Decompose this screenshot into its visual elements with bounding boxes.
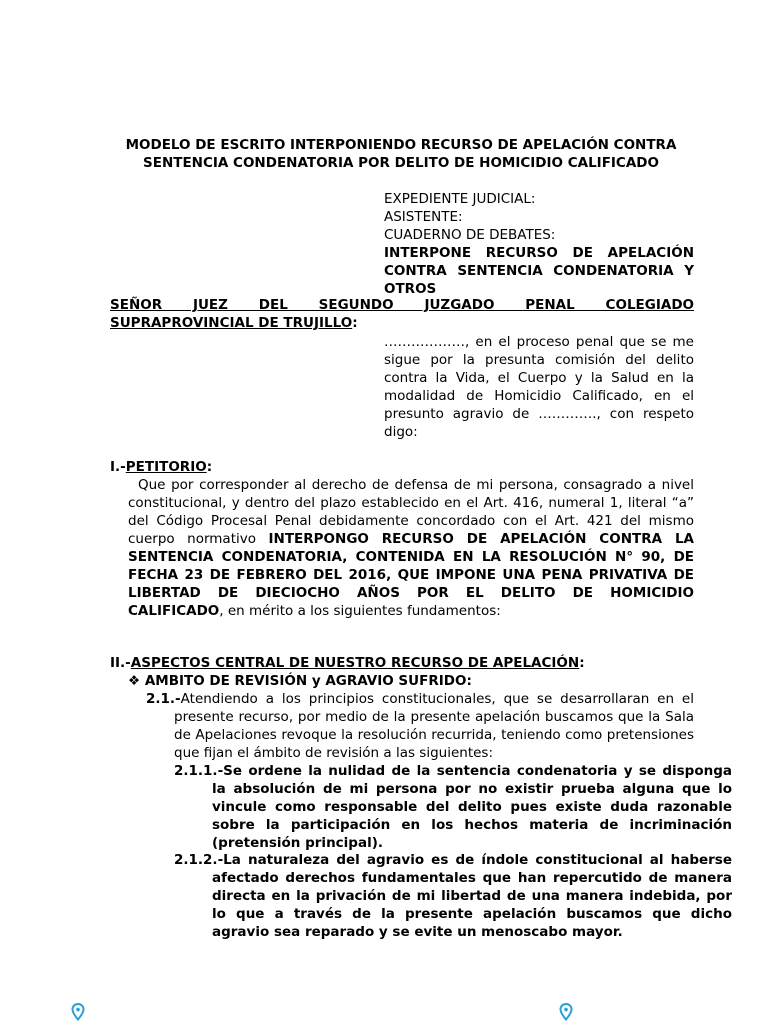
- section-2-colon: :: [579, 655, 585, 671]
- map-pin-icon: [71, 1003, 85, 1021]
- asistente-label: ASISTENTE:: [384, 209, 463, 225]
- addressee-colon: :: [352, 315, 358, 331]
- ambito-bullet-text: AMBITO DE REVISIÓN y AGRAVIO SUFRIDO:: [144, 673, 472, 689]
- section-2-title: ASPECTOS CENTRAL DE NUESTRO RECURSO DE APELACIÓN: [130, 655, 580, 671]
- diamond-bullet-icon: ❖: [128, 673, 141, 689]
- petitorio-text-1: Que por corresponder al derecho de defensa de mi persona, consagrado a nivel constitucional, y dentro del plazo establecido en el Art. 416, numeral 1, literal “a” del Código Procesal Penal debidamente concordado con el Art. 421 del mismo cuerpo normativo: [128, 477, 694, 547]
- petitorio-prefix: I.-: [110, 459, 126, 475]
- expediente-label: EXPEDIENTE JUDICIAL:: [384, 191, 536, 207]
- addressee: [110, 296, 694, 332]
- petitorio-heading: [110, 458, 212, 476]
- item-2-1: [146, 690, 694, 762]
- petitorio-paragraph: [128, 476, 694, 620]
- section-2-heading: [110, 654, 585, 672]
- petitorio-title: PETITORIO: [125, 459, 207, 475]
- item-2-1-text: Atendiendo a los principios constitucionales, que se desarrollaran en el presente recurso, por medio de la presente apelación buscamos que la Sala de Apelaciones revoque la resolución recurrida, teniendo como pretensiones que fijan el ámbito de revisión a las siguientes:: [174, 691, 694, 761]
- cuaderno-label: CUADERNO DE DEBATES:: [384, 227, 556, 243]
- addressee-line-1: SEÑOR JUEZ DEL SEGUNDO JUZGADO PENAL COLEGIADO: [110, 297, 694, 313]
- item-2-1-number: 2.1.-: [146, 691, 181, 707]
- item-2-1-2: 2.1.2.-La naturaleza del agravio es de índole constitucional al haberse afectado derechos fundamentales que han repercutido de manera directa en la privación de mi libertad de una manera indebida, por lo que a través de la presente apelación buscamos que dicho agravio sea reparado y se evite un menoscabo mayor.: [174, 852, 732, 940]
- petitorio-text-bold: INTERPONGO RECURSO DE APELACIÓN CONTRA LA SENTENCIA CONDENATORIA, CONTENIDA EN LA RESOLUCIÓN N° 90, DE FECHA 23 DE FEBRERO DEL 2016, QUE IMPONE UNA PENA PRIVATIVA DE LIBERTAD DE DIECIOCHO AÑOS POR EL DELITO DE HOMICIDIO CALIFICADO: [128, 531, 694, 619]
- title-line-2: SENTENCIA CONDENATORIA POR DELITO DE HOMICIDIO CALIFICADO: [143, 155, 659, 171]
- item-2-1-1: 2.1.1.-Se ordene la nulidad de la sentencia condenatoria y se disponga la absolución de mi persona por no existir prueba alguna que lo vincule como responsable del delito pues existe duda razonable sobre la participación en los hechos materia de incriminación (pretensión principal).: [174, 763, 732, 851]
- case-header-fields: [384, 190, 694, 298]
- sumilla-text: INTERPONE RECURSO DE APELACIÓN CONTRA SENTENCIA CONDENATORIA Y OTROS: [384, 245, 694, 297]
- section-2-prefix: II.-: [110, 655, 131, 671]
- petitorio-text-2: , en mérito a los siguientes fundamentos:: [219, 603, 501, 619]
- document-title: [100, 136, 702, 172]
- petitorio-colon: :: [206, 459, 213, 475]
- addressee-line-2: SUPRAPROVINCIAL DE TRUJILLO: [110, 315, 353, 331]
- intro-paragraph: ………………, en el proceso penal que se me sigue por la presunta comisión del delito contra la Vida, el Cuerpo y la Salud en la modalidad de Homicidio Calificado, en el presunto agravio de …………., con respeto digo:: [384, 334, 694, 440]
- title-line-1: MODELO DE ESCRITO INTERPONIENDO RECURSO DE APELACIÓN CONTRA: [125, 137, 677, 153]
- ambito-bullet: [128, 672, 472, 690]
- map-pin-icon: [559, 1003, 573, 1021]
